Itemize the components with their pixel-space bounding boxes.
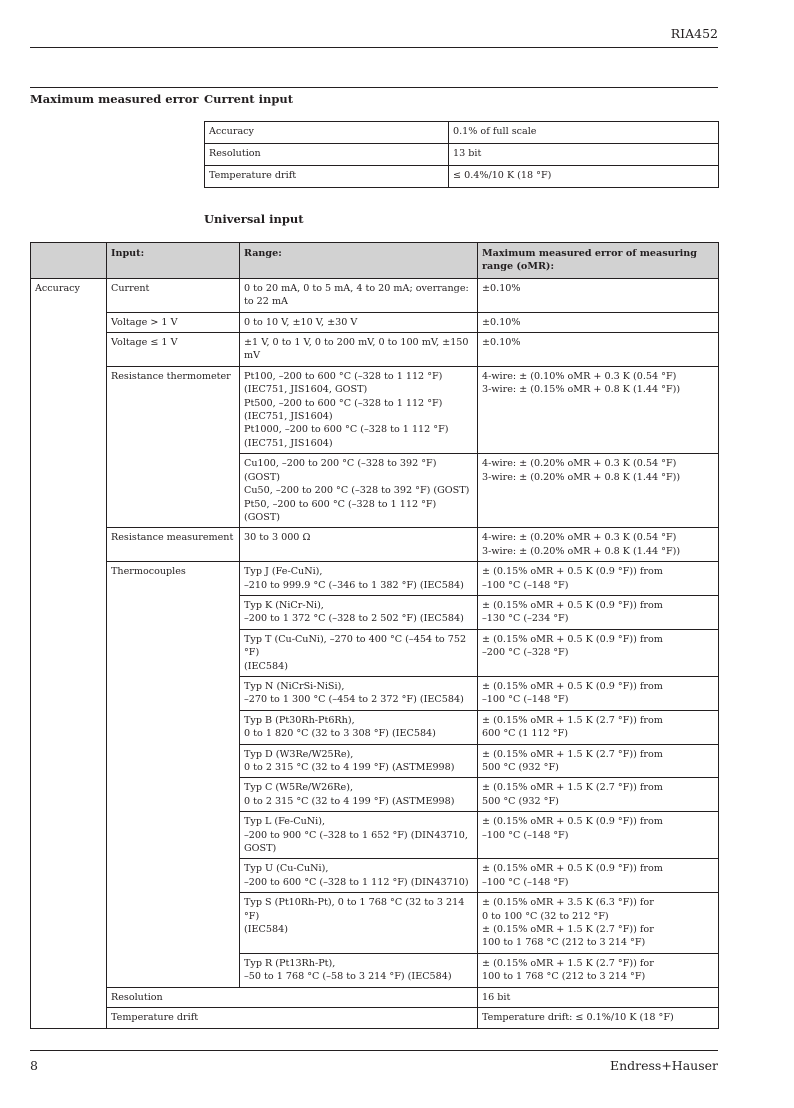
table-header-row [31, 243, 719, 279]
range-line: Cu50, –200 to 200 °C (–328 to 392 °F) (GOST) [244, 485, 470, 497]
range-cell [240, 778, 478, 812]
range-line: –200 to 600 °C (–328 to 1 112 °F) (DIN43710) [244, 876, 469, 888]
range-cell: 0 to 10 V, ±10 V, ±30 V [240, 312, 478, 332]
table-row [31, 312, 719, 332]
input-cell: Resistance measurement [107, 528, 240, 562]
universal-input-table [30, 242, 719, 1029]
input-cell: Resistance thermometer [107, 366, 240, 527]
error-line: ± (0.15% oMR + 3.5 K (6.3 °F)) for [482, 897, 654, 909]
error-line: 600 °C (1 112 °F) [482, 728, 569, 740]
header-empty [31, 243, 107, 279]
range-line: Typ S (Pt10Rh-Pt), 0 to 1 768 °C (32 to 3 214 °F) [244, 897, 465, 922]
error-line: 100 to 1 768 °C (212 to 3 214 °F) [482, 937, 646, 949]
range-line: –200 to 1 372 °C (–328 to 2 502 °F) (IEC584) [244, 613, 464, 625]
error-cell [478, 744, 719, 778]
range-line: –210 to 999.9 °C (–346 to 1 382 °F) (IEC584) [244, 579, 464, 591]
range-cell [240, 744, 478, 778]
footer-rule [30, 1050, 718, 1051]
input-cell: Voltage > 1 V [107, 312, 240, 332]
table-row [205, 166, 719, 188]
error-line: 3-wire: ± (0.15% oMR + 0.8 K (1.44 °F)) [482, 384, 681, 396]
row-key: Temperature drift [205, 166, 449, 188]
range-line: Cu100, –200 to 200 °C (–328 to 392 °F) (GOST) [244, 458, 437, 483]
error-cell [478, 528, 719, 562]
range-cell: ±1 V, 0 to 1 V, 0 to 200 mV, 0 to 100 mV, ±150 mV [240, 333, 478, 367]
error-cell: ±0.10% [478, 278, 719, 312]
table-row [31, 278, 719, 312]
range-cell [240, 562, 478, 596]
header-range: Range: [240, 243, 478, 279]
range-line: Typ J (Fe-CuNi), [244, 566, 323, 578]
row-key: Accuracy [205, 122, 449, 144]
temp-drift-value: Temperature drift: ≤ 0.1%/10 K (18 °F) [478, 1008, 719, 1028]
error-line: ± (0.15% oMR + 0.5 K (0.9 °F)) from [482, 816, 663, 828]
error-cell [478, 859, 719, 893]
range-line: (IEC584) [244, 924, 288, 936]
error-line: 4-wire: ± (0.20% oMR + 0.3 K (0.54 °F) [482, 532, 677, 544]
range-line: Typ N (NiCrSi-NiSi), [244, 680, 345, 692]
table-row [205, 122, 719, 144]
table-row [31, 366, 719, 453]
error-cell [478, 812, 719, 859]
range-cell [240, 953, 478, 987]
row-value: 0.1% of full scale [449, 122, 719, 144]
error-line: –130 °C (–234 °F) [482, 613, 569, 625]
error-line: ± (0.15% oMR + 0.5 K (0.9 °F)) from [482, 566, 663, 578]
table-row [31, 987, 719, 1007]
error-line: 0 to 100 °C (32 to 212 °F) [482, 910, 609, 922]
range-line: Typ T (Cu-CuNi), –270 to 400 °C (–454 to 752 °F) [244, 633, 467, 659]
error-line: ± (0.15% oMR + 1.5 K (2.7 °F)) from [482, 748, 663, 760]
table-row [31, 528, 719, 562]
row-value: ≤ 0.4%/10 K (18 °F) [449, 166, 719, 188]
error-line: ± (0.15% oMR + 1.5 K (2.7 °F)) for [482, 957, 654, 969]
resolution-value: 16 bit [478, 987, 719, 1007]
header-error: Maximum measured error of measuring range (oMR): [478, 243, 719, 279]
error-cell: ±0.10% [478, 333, 719, 367]
temp-drift-label: Temperature drift [107, 1008, 478, 1028]
table-row [205, 144, 719, 166]
error-line: 3-wire: ± (0.20% oMR + 0.8 K (1.44 °F)) [482, 471, 681, 483]
error-cell [478, 366, 719, 453]
error-line: 4-wire: ± (0.10% oMR + 0.3 K (0.54 °F) [482, 370, 677, 382]
error-line: 500 °C (932 °F) [482, 762, 559, 773]
range-cell: 0 to 20 mA, 0 to 5 mA, 4 to 20 mA; overrange: to 22 mA [240, 278, 478, 312]
document-id: RIA452 [670, 26, 718, 41]
range-cell [240, 454, 478, 528]
range-line: Pt1000, –200 to 600 °C (–328 to 1 112 °F) (IEC751, JIS1604) [244, 424, 449, 449]
error-line: ± (0.15% oMR + 1.5 K (2.7 °F)) from [482, 782, 663, 794]
error-line: 100 to 1 768 °C (212 to 3 214 °F) [482, 971, 646, 983]
error-line: –100 °C (–148 °F) [482, 694, 569, 706]
input-cell: Voltage ≤ 1 V [107, 333, 240, 367]
page-number: 8 [30, 1058, 38, 1073]
universal-input-title: Universal input [204, 212, 304, 226]
range-line: Typ L (Fe-CuNi), [244, 816, 325, 828]
error-cell [478, 595, 719, 629]
range-cell [240, 676, 478, 710]
range-line: Typ C (W5Re/W26Re), [244, 782, 354, 794]
range-line: 0 to 1 820 °C (32 to 3 308 °F) (IEC584) [244, 728, 436, 740]
error-cell [478, 676, 719, 710]
range-line: Typ B (Pt30Rh-Pt6Rh), [244, 714, 355, 726]
error-cell [478, 710, 719, 744]
current-input-title: Current input [204, 92, 294, 106]
error-line: 4-wire: ± (0.20% oMR + 0.3 K (0.54 °F) [482, 458, 677, 470]
section-title: Maximum measured error [30, 92, 199, 106]
error-line: ± (0.15% oMR + 1.5 K (2.7 °F)) for [482, 924, 654, 936]
range-line: –50 to 1 768 °C (–58 to 3 214 °F) (IEC584) [244, 971, 452, 983]
error-line: 500 °C (932 °F) [482, 795, 559, 807]
table-row [31, 1008, 719, 1028]
error-cell [478, 953, 719, 987]
error-cell: ±0.10% [478, 312, 719, 332]
error-line: –100 °C (–148 °F) [482, 579, 569, 591]
error-cell [478, 778, 719, 812]
table-row [31, 562, 719, 596]
range-cell [240, 629, 478, 676]
error-line: –100 °C (–148 °F) [482, 876, 569, 888]
range-line: 0 to 2 315 °C (32 to 4 199 °F) (ASTME998) [244, 762, 455, 773]
current-input-table [204, 121, 719, 188]
error-line: ± (0.15% oMR + 0.5 K (0.9 °F)) from [482, 863, 663, 875]
range-line: Typ U (Cu-CuNi), [244, 863, 329, 875]
range-line: 0 to 2 315 °C (32 to 4 199 °F) (ASTME998) [244, 795, 455, 807]
error-cell [478, 893, 719, 954]
error-cell [478, 629, 719, 676]
error-line: ± (0.15% oMR + 0.5 K (0.9 °F)) from [482, 633, 663, 645]
range-line: Typ D (W3Re/W25Re), [244, 748, 354, 760]
error-line: ± (0.15% oMR + 0.5 K (0.9 °F)) from [482, 599, 663, 611]
range-line: Typ R (Pt13Rh-Pt), [244, 957, 336, 969]
range-cell [240, 366, 478, 453]
table-row [31, 333, 719, 367]
range-line: –270 to 1 300 °C (–454 to 2 372 °F) (IEC584) [244, 694, 464, 706]
range-cell [240, 893, 478, 954]
error-line: –100 °C (–148 °F) [482, 829, 569, 841]
input-cell: Current [107, 278, 240, 312]
error-line: ± (0.15% oMR + 1.5 K (2.7 °F)) from [482, 714, 663, 726]
error-cell [478, 562, 719, 596]
error-line: 3-wire: ± (0.20% oMR + 0.8 K (1.44 °F)) [482, 545, 681, 557]
range-cell [240, 812, 478, 859]
range-cell [240, 595, 478, 629]
section-rule [30, 87, 718, 88]
error-cell [478, 454, 719, 528]
range-line: –200 to 900 °C (–328 to 1 652 °F) (DIN43710, GOST) [244, 829, 468, 855]
header-input: Input: [107, 243, 240, 279]
row-key: Resolution [205, 144, 449, 166]
brand-name: Endress+Hauser [609, 1058, 718, 1073]
range-line: Typ K (NiCr-Ni), [244, 599, 324, 611]
accuracy-label: Accuracy [31, 278, 107, 1028]
input-cell: Thermocouples [107, 562, 240, 988]
range-line: Pt500, –200 to 600 °C (–328 to 1 112 °F) (IEC751, JIS1604) [244, 397, 443, 423]
range-line: Pt100, –200 to 600 °C (–328 to 1 112 °F) (IEC751, JIS1604, GOST) [244, 370, 443, 396]
error-line: –200 °C (–328 °F) [482, 647, 569, 659]
range-cell [240, 859, 478, 893]
error-line: ± (0.15% oMR + 0.5 K (0.9 °F)) from [482, 680, 663, 692]
range-cell [240, 710, 478, 744]
range-line: (IEC584) [244, 660, 288, 672]
row-value: 13 bit [449, 144, 719, 166]
range-cell: 30 to 3 000 Ω [240, 528, 478, 562]
header-rule [30, 47, 718, 48]
range-line: Pt50, –200 to 600 °C (–328 to 1 112 °F) (GOST) [244, 498, 437, 523]
resolution-label: Resolution [107, 987, 478, 1007]
